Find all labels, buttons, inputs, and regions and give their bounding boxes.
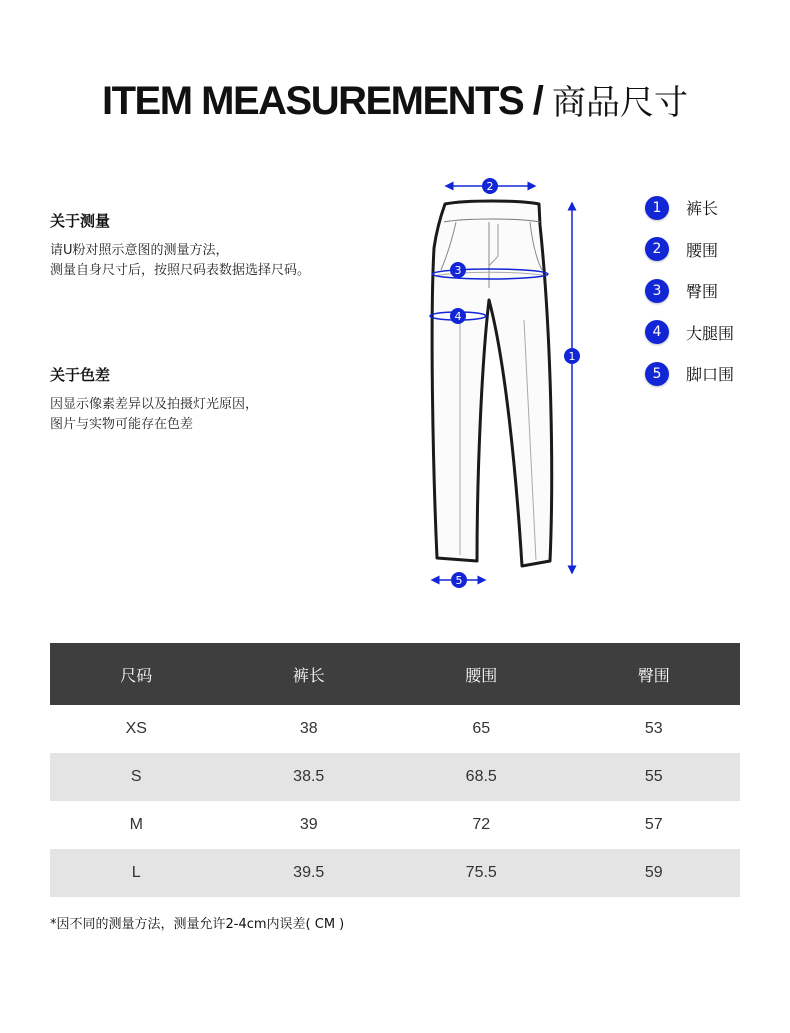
table-cell: 53 (644, 720, 663, 737)
page-title-en: ITEM MEASUREMENTS / (101, 79, 543, 123)
column-header-hip: 臀围 (568, 643, 741, 705)
column-header-length: 裤长 (223, 643, 396, 705)
svg-text:1: 1 (568, 350, 576, 363)
svg-text:3: 3 (454, 264, 462, 277)
page-title-zh: 商品尺寸 (552, 83, 689, 123)
table-cell: XS (125, 720, 147, 737)
table-row (50, 705, 740, 753)
table-cell: 72 (472, 816, 491, 833)
legend-item (645, 270, 785, 312)
column-header-size: 尺码 (50, 643, 223, 705)
legend-label: 腰围 (686, 240, 719, 260)
table-row (50, 753, 740, 801)
marker-1 (564, 348, 580, 364)
table-cell: 55 (568, 753, 741, 801)
marker-2 (482, 178, 498, 194)
legend-label: 裤长 (686, 199, 719, 219)
about-measurement-line: 请U粉对照示意图的测量方法， (50, 243, 229, 258)
pants-diagram (420, 170, 600, 595)
marker-4 (450, 308, 466, 324)
legend-item (645, 353, 785, 395)
table-cell: 39 (299, 816, 318, 833)
about-color-section (50, 365, 380, 435)
svg-text:2: 2 (486, 180, 494, 193)
table-cell: L (50, 849, 223, 897)
legend-label: 大腿围 (686, 323, 735, 343)
legend-number-badge: 3 (645, 279, 669, 303)
table-cell: 68.5 (395, 753, 568, 801)
column-header-waist: 腰围 (395, 643, 568, 705)
about-measurement-heading: 关于测量 (50, 212, 111, 230)
measurement-footnote: *因不同的测量方法，测量允许2-4cm内误差( CM ) (50, 917, 345, 932)
legend-number-badge: 5 (645, 362, 669, 386)
svg-text:4: 4 (454, 310, 462, 323)
legend-label: 臀围 (686, 282, 719, 302)
table-cell: S (50, 753, 223, 801)
size-table (50, 643, 740, 897)
about-measurement-section (50, 211, 380, 281)
table-cell: 38 (299, 720, 318, 737)
table-cell: 59 (568, 849, 741, 897)
legend-item (645, 187, 785, 229)
table-cell: 38.5 (223, 753, 396, 801)
measurement-legend (645, 187, 785, 395)
table-cell: 39.5 (223, 849, 396, 897)
table-header-row (50, 643, 740, 705)
svg-text:5: 5 (455, 574, 463, 587)
table-cell: 65 (472, 720, 491, 737)
marker-5 (451, 572, 467, 588)
legend-number-badge: 2 (645, 237, 669, 261)
table-cell: M (129, 816, 143, 833)
pants-outline (432, 201, 552, 566)
legend-number-badge: 1 (645, 196, 669, 220)
about-color-line: 因显示像素差异以及拍摄灯光原因， (50, 397, 259, 412)
table-row (50, 801, 740, 849)
legend-item (645, 312, 785, 354)
about-color-heading: 关于色差 (50, 366, 111, 384)
table-row (50, 849, 740, 897)
page-title (0, 75, 790, 129)
about-color-line: 图片与实物可能存在色差 (50, 417, 194, 432)
legend-item (645, 229, 785, 271)
marker-3 (450, 262, 466, 278)
table-cell: 57 (644, 816, 663, 833)
about-measurement-line: 测量自身尺寸后，按照尺码表数据选择尺码。 (50, 263, 311, 278)
legend-label: 脚口围 (686, 365, 735, 385)
table-cell: 75.5 (395, 849, 568, 897)
legend-number-badge: 4 (645, 320, 669, 344)
